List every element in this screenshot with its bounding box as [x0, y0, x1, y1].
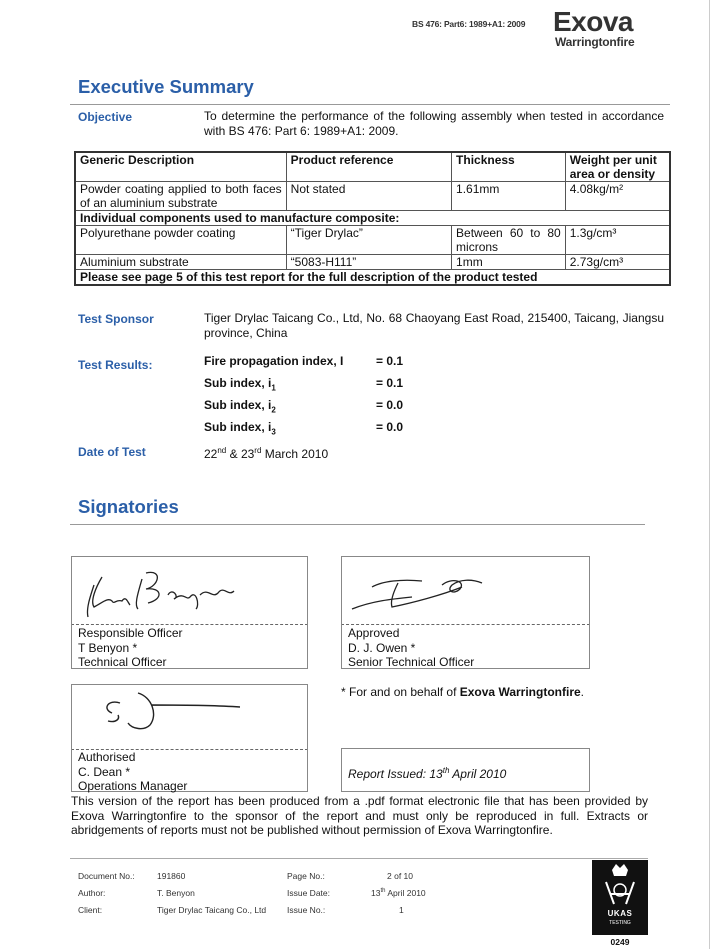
- signatory-title: Senior Technical Officer: [348, 655, 475, 669]
- signatory-title: Operations Manager: [78, 779, 188, 793]
- header-thickness: Thickness: [452, 152, 566, 182]
- signatory-name: T Benyon *: [78, 640, 138, 655]
- behalf-note: [341, 685, 584, 700]
- date-month-year: March 2010: [261, 447, 329, 461]
- footer-author-value: T. Benyon: [157, 888, 195, 898]
- cell-weight: 2.73g/cm³: [565, 255, 670, 270]
- signatories-title: Signatories: [78, 496, 179, 517]
- result-subscript: 1: [271, 383, 276, 393]
- footer-issue-date-value: [371, 888, 426, 898]
- table-subheading-row: [75, 211, 670, 226]
- cell-description: Powder coating applied to both faces of an aluminium substrate: [75, 182, 286, 211]
- signature-benyon-icon: [72, 557, 309, 626]
- footer-issue-month: April 2010: [385, 888, 426, 898]
- cell-weight: 1.3g/cm³: [565, 226, 670, 255]
- footer-client-label: Client:: [78, 905, 103, 915]
- cell-reference: “Tiger Drylac”: [286, 226, 451, 255]
- table-note-row: [75, 270, 670, 286]
- table-note: Please see page 5 of this test report for the full description of the product tested: [75, 270, 670, 286]
- objective-text: To determine the performance of the following assembly when tested in accordance with BS 476: Part 6: 1989+A1: 2009.: [204, 109, 664, 138]
- footer-page-value: 2 of 10: [387, 871, 413, 881]
- issued-month-year: April 2010: [449, 767, 507, 781]
- ukas-text: UKAS: [607, 909, 633, 918]
- product-table: [74, 151, 671, 286]
- footer-page-label: Page No.:: [287, 871, 325, 881]
- result-subscript: 3: [271, 427, 276, 437]
- cell-reference: Not stated: [286, 182, 451, 211]
- cell-reference: “5083-H111”: [286, 255, 451, 270]
- result-value: = 0.0: [376, 398, 404, 412]
- ukas-number: 0249: [610, 937, 630, 947]
- signatory-name: C. Dean *: [78, 764, 131, 779]
- footer-author-label: Author:: [78, 888, 106, 898]
- result-value: = 0.0: [376, 420, 404, 434]
- date-day-1: 22: [204, 447, 218, 461]
- report-issued: [348, 764, 506, 782]
- cell-thickness: 1mm: [452, 255, 566, 270]
- crown-icon: [592, 860, 648, 908]
- header-generic-description: Generic Description: [75, 152, 286, 182]
- objective-label: Objective: [78, 110, 133, 124]
- signatory-role: Authorised: [78, 750, 136, 764]
- result-name: [204, 420, 276, 436]
- result-name-text: Sub index, i: [204, 376, 272, 390]
- sponsor-label: Test Sponsor: [78, 312, 154, 326]
- signature-box-owen: [341, 556, 590, 625]
- disclaimer-text: This version of the report has been produced from a .pdf format electronic file that has been provided by Exova Warringtonfire to the sponsor of the report and must only be reproduced in full. Extracts or abridgements of reports must not be published without permission of Exova Warringtonfire.: [71, 794, 648, 837]
- footer-doc-label: Document No.:: [78, 871, 135, 881]
- footer-issue-date-label: Issue Date:: [287, 888, 330, 898]
- signature-box-dean: [71, 684, 308, 750]
- date-label: Date of Test: [78, 445, 146, 459]
- result-name: [204, 398, 276, 414]
- issued-prefix: Report Issued: 13: [348, 767, 443, 781]
- components-heading: Individual components used to manufacture composite:: [75, 211, 670, 226]
- result-name-text: Sub index, i: [204, 420, 272, 434]
- cell-thickness: Between 60 to 80 microns: [452, 226, 566, 255]
- footer-issue-day: 13: [371, 888, 381, 898]
- executive-summary-title: Executive Summary: [78, 76, 254, 97]
- signatory-role: Approved: [348, 626, 400, 640]
- footer-client-value: Tiger Drylac Taicang Co., Ltd: [157, 905, 267, 915]
- date-value: [204, 444, 328, 462]
- signatory-title: Technical Officer: [78, 655, 167, 669]
- logo-sub-text: Warringtonfire: [555, 35, 635, 49]
- logo-main-text: Exova: [553, 6, 633, 37]
- date-suffix-1: nd: [217, 446, 227, 455]
- signatory-role: Responsible Officer: [78, 626, 183, 640]
- result-value: = 0.1: [376, 354, 404, 368]
- result-name-text: Fire propagation index, I: [204, 354, 344, 368]
- signatory-name: D. J. Owen *: [348, 640, 416, 655]
- behalf-company: Exova Warringtonfire: [459, 685, 581, 699]
- behalf-suffix: .: [580, 685, 585, 699]
- table-row: [75, 226, 670, 255]
- header-product-reference: Product reference: [286, 152, 451, 182]
- signature-box-benyon: [71, 556, 308, 625]
- result-subscript: 2: [271, 405, 276, 415]
- footer-issue-no-value: 1: [399, 905, 404, 915]
- signature-owen-icon: [342, 557, 591, 626]
- results-label: Test Results:: [78, 358, 153, 372]
- date-day-2: & 23: [226, 447, 255, 461]
- ukas-sub: TESTING: [609, 920, 631, 926]
- table-row: [75, 182, 670, 211]
- exova-logo: [553, 8, 653, 49]
- signatory-caption: [78, 626, 183, 670]
- standard-reference: BS 476: Part6: 1989+A1: 2009: [412, 19, 526, 29]
- result-name-text: Sub index, i: [204, 398, 272, 412]
- footer-issue-sup: th: [380, 888, 386, 895]
- table-row: [75, 255, 670, 270]
- footer-issue-no-label: Issue No.:: [287, 905, 326, 915]
- page-edge-rule: [709, 0, 710, 949]
- table-header-row: [75, 152, 670, 182]
- result-name: [204, 376, 276, 392]
- cell-description: Aluminium substrate: [75, 255, 286, 270]
- signature-dean-icon: [72, 685, 309, 751]
- sponsor-text: Tiger Drylac Taicang Co., Ltd, No. 68 Chaoyang East Road, 215400, Taicang, Jiangsu province, China: [204, 311, 664, 340]
- cell-weight: 4.08kg/m²: [565, 182, 670, 211]
- cell-description: Polyurethane powder coating: [75, 226, 286, 255]
- behalf-prefix: * For and on behalf of: [341, 685, 460, 699]
- ukas-logo: [592, 860, 648, 935]
- section-rule: [70, 524, 645, 525]
- section-rule: [70, 104, 670, 105]
- result-name: [204, 354, 343, 368]
- issued-suffix-sup: th: [442, 766, 450, 775]
- footer-rule: [70, 858, 648, 859]
- signatory-caption: [78, 750, 187, 794]
- footer-doc-value: 191860: [157, 871, 186, 881]
- result-value: = 0.1: [376, 376, 404, 390]
- header-weight: Weight per unit area or density: [565, 152, 670, 182]
- cell-thickness: 1.61mm: [452, 182, 566, 211]
- signatory-caption: [348, 626, 474, 670]
- date-suffix-2: rd: [254, 446, 262, 455]
